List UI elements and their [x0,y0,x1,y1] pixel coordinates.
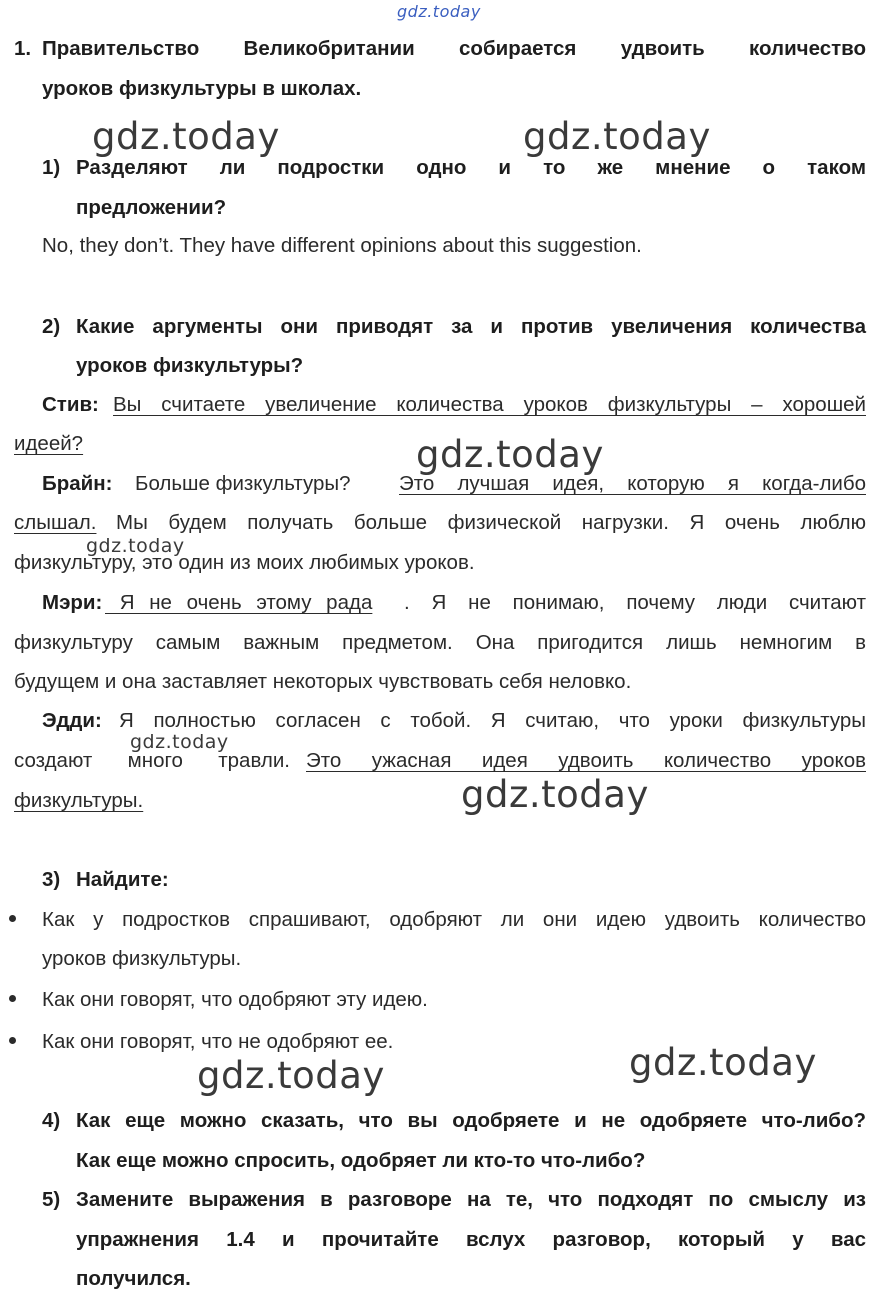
q5-line3: получился. [76,1267,191,1290]
task-number: 1. [14,37,32,60]
q2-line2: уроков физкультуры? [76,354,304,377]
q1-line2: предложении? [76,196,227,219]
mary-text1: . Я не понимаю, почему люди считают [404,591,866,614]
watermark: gdz.today [416,433,604,476]
speaker-mary: Мэри: [42,591,103,614]
q5-line2: упражнения 1.4 и прочитайте вслух разговор, который у вас [76,1228,866,1251]
brian-underlined2: слышал. [14,511,97,534]
task-title-line2: уроков физкультуры в школах. [42,77,362,100]
q3-bullet2: Как они говорят, что одобряют эту идею. [42,988,428,1011]
brian-underlined1: Это лучшая идея, которую я когда-либо [399,472,866,495]
bullet-icon [9,915,16,922]
q2-number: 2) [42,315,61,338]
brian-text3: физкультуру, это один из моих любимых уроков. [14,551,475,574]
q3-bullet1-line1: Как у подростков спрашивают, одобряют ли они идею удвоить количество [42,908,866,931]
eddie-underlined2: физкультуры. [14,789,144,812]
speaker-steve: Стив: [42,393,99,416]
q4-line1: Как еще можно сказать, что вы одобряете и не одобряете что-либо? [76,1109,866,1132]
brian-text2: Мы будем получать больше физической нагрузки. Я очень люблю [116,511,866,534]
bullet-icon [9,1037,16,1044]
q5-number: 5) [42,1188,61,1211]
steve-line1: Вы считаете увеличение количества уроков физкультуры – хорошей [113,393,866,416]
q3-bullet3: Как они говорят, что не одобряют ее. [42,1030,394,1053]
q4-line2: Как еще можно спросить, одобряет ли кто-то что-либо? [76,1149,646,1172]
watermark: gdz.today [629,1041,817,1084]
mary-text2: физкультуру самым важным предметом. Она пригодится лишь немногим в [14,631,866,654]
watermark: gdz.today [92,115,280,158]
bullet-icon [9,995,16,1002]
q3-title: Найдите: [76,868,169,891]
q1-answer: No, they don’t. They have different opinions about this suggestion. [42,234,642,257]
mary-underlined [105,590,404,616]
q3-number: 3) [42,868,61,891]
speaker-brian: Брайн: [42,472,113,495]
watermark: gdz.today [197,1054,385,1097]
task-title-line1: Правительство Великобритании собирается удвоить количество [42,37,866,60]
q4-number: 4) [42,1109,61,1132]
speaker-eddie: Эдди: [42,709,102,732]
steve-line2: идеей? [14,432,84,455]
q2-line1: Какие аргументы они приводят за и против увеличения количества [76,315,866,338]
mary-underlined-text: Я не очень этому рада [105,591,373,614]
q5-line1: Замените выражения в разговоре на те, что подходят по смыслу из [76,1188,866,1211]
q3-bullet1-line2: уроков физкультуры. [42,947,242,970]
watermark: gdz.today [461,773,649,816]
q1-line1: Разделяют ли подростки одно и то же мнение о таком [76,156,866,179]
mary-text3: будущем и она заставляет некоторых чувствовать себя неловко. [14,670,632,693]
watermark: gdz.today [523,115,711,158]
brian-text1: Больше физкультуры? [135,472,351,495]
watermark-top: gdz.today [397,2,481,21]
q1-number: 1) [42,156,61,179]
watermark: gdz.today [86,535,185,557]
watermark: gdz.today [130,731,229,753]
eddie-text2: создают много травли. [14,749,290,772]
eddie-text1: Я полностью согласен с тобой. Я считаю, что уроки физкультуры [119,709,866,732]
eddie-underlined1: Это ужасная идея удвоить количество уроков [306,749,866,772]
